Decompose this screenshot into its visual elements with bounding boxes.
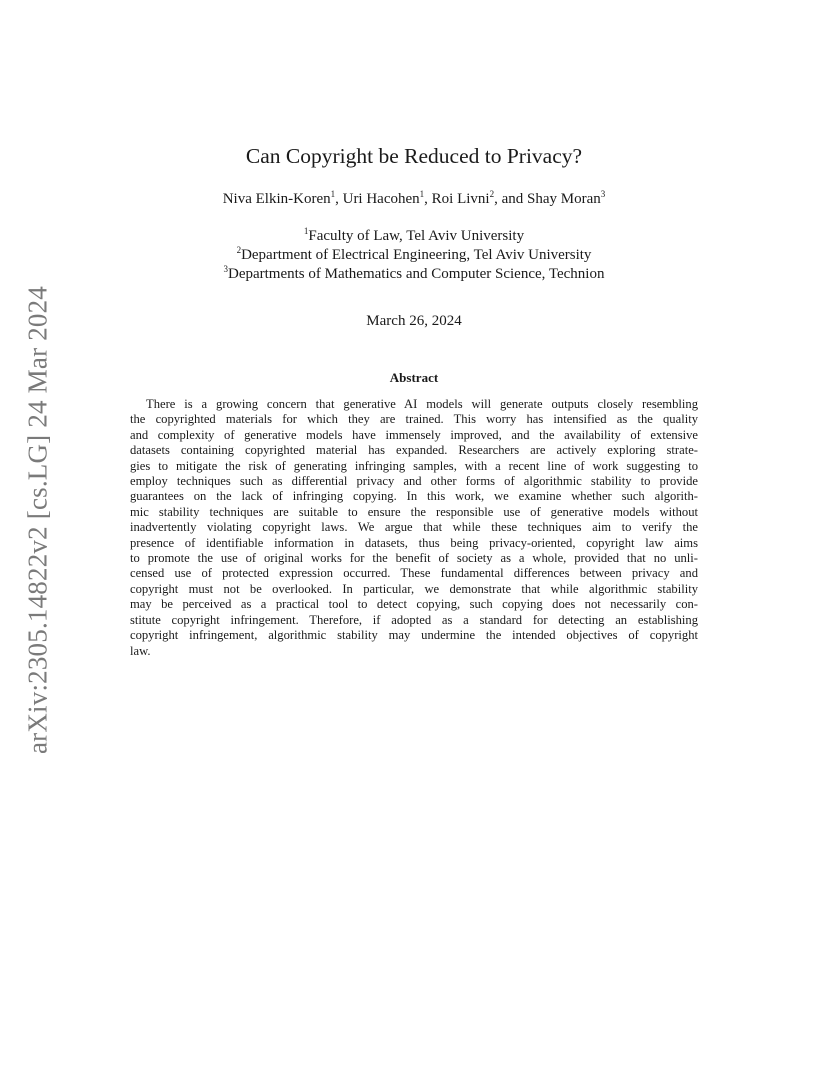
abstract-line: may be perceived as a practical tool to detect copying, such copying does not necessarily con-	[130, 597, 698, 612]
affiliation-text: Faculty of Law, Tel Aviv University	[308, 228, 525, 244]
abstract-heading: Abstract	[389, 370, 439, 385]
affiliation-mark: 1	[303, 226, 309, 236]
author-affil-mark: 1	[330, 189, 336, 199]
author-affil-mark: 2	[489, 189, 495, 199]
abstract-line: the copyrighted materials for which they are trained. This worry has intensified as the quality	[130, 412, 698, 427]
abstract-line: employ techniques such as differential privacy and other forms of algorithmic stability to provide	[130, 474, 698, 489]
abstract-line: mic stability techniques are suitable to ensure the responsible use of generative models without	[130, 504, 698, 519]
abstract-line: copyright infringement, algorithmic stability may undermine the intended objectives of copyright	[130, 628, 698, 643]
abstract-line: presence of identifiable information in datasets, thus being privacy-oriented, copyright law aims	[130, 535, 698, 550]
author-separator: ,	[335, 191, 343, 207]
affiliation-line	[0, 227, 828, 246]
affiliation-line	[0, 265, 828, 284]
affiliation-mark: 3	[223, 264, 228, 274]
arxiv-side-stamp: arXiv:2305.14822v2 [cs.LG] 24 Mar 2024	[22, 285, 53, 755]
abstract-line: law.	[130, 643, 151, 658]
abstract-line: gies to mitigate the risk of generating infringing samples, with a recent line of work suggesting to	[130, 458, 698, 473]
author-name: Niva Elkin-Koren	[222, 191, 331, 207]
author-name: Uri Hacohen	[342, 191, 420, 207]
abstract-line: stitute copyright infringement. Therefore, if adopted as a standard for detecting an establishing	[130, 612, 698, 627]
affiliation-line	[0, 246, 828, 265]
abstract-line: copyright must not be overlooked. In particular, we demonstrate that while algorithmic stability	[130, 581, 698, 596]
abstract-line: guarantees on the lack of infringing copying. In this work, we examine whether such algorith-	[130, 489, 698, 504]
author-list	[0, 191, 828, 208]
paper-title: Can Copyright be Reduced to Privacy?	[245, 144, 583, 168]
author-separator: , and	[494, 191, 528, 207]
abstract-line: There is a growing concern that generative AI models will generate outputs closely resembling	[146, 397, 698, 411]
affiliation-mark: 2	[236, 245, 242, 255]
author-name: Roi Livni	[431, 191, 490, 207]
abstract-line: and complexity of generative models have immensely improved, and the availability of extensive	[130, 427, 698, 442]
author-affil-mark: 3	[600, 189, 606, 199]
abstract-line: inadvertently violating copyright laws. We argue that while these techniques aim to verify the	[130, 520, 698, 535]
abstract-line: to promote the use of original works for the benefit of society as a whole, provided that no unli-	[130, 551, 698, 566]
affiliation-list	[0, 227, 828, 284]
affiliation-text: Departments of Mathematics and Computer Science, Technion	[228, 266, 605, 282]
author-affil-mark: 1	[419, 189, 425, 199]
abstract-body	[130, 397, 698, 659]
author-name: Shay Moran	[527, 191, 601, 207]
affiliation-text: Department of Electrical Engineering, Tel Aviv University	[241, 247, 592, 263]
paper-date: March 26, 2024	[366, 313, 462, 329]
abstract-line: datasets containing copyrighted material has expanded. Researchers are actively exploring strate-	[130, 443, 698, 458]
abstract-line: censed use of protected expression occurred. These fundamental differences between privacy and	[130, 566, 698, 581]
author-separator: ,	[424, 191, 432, 207]
